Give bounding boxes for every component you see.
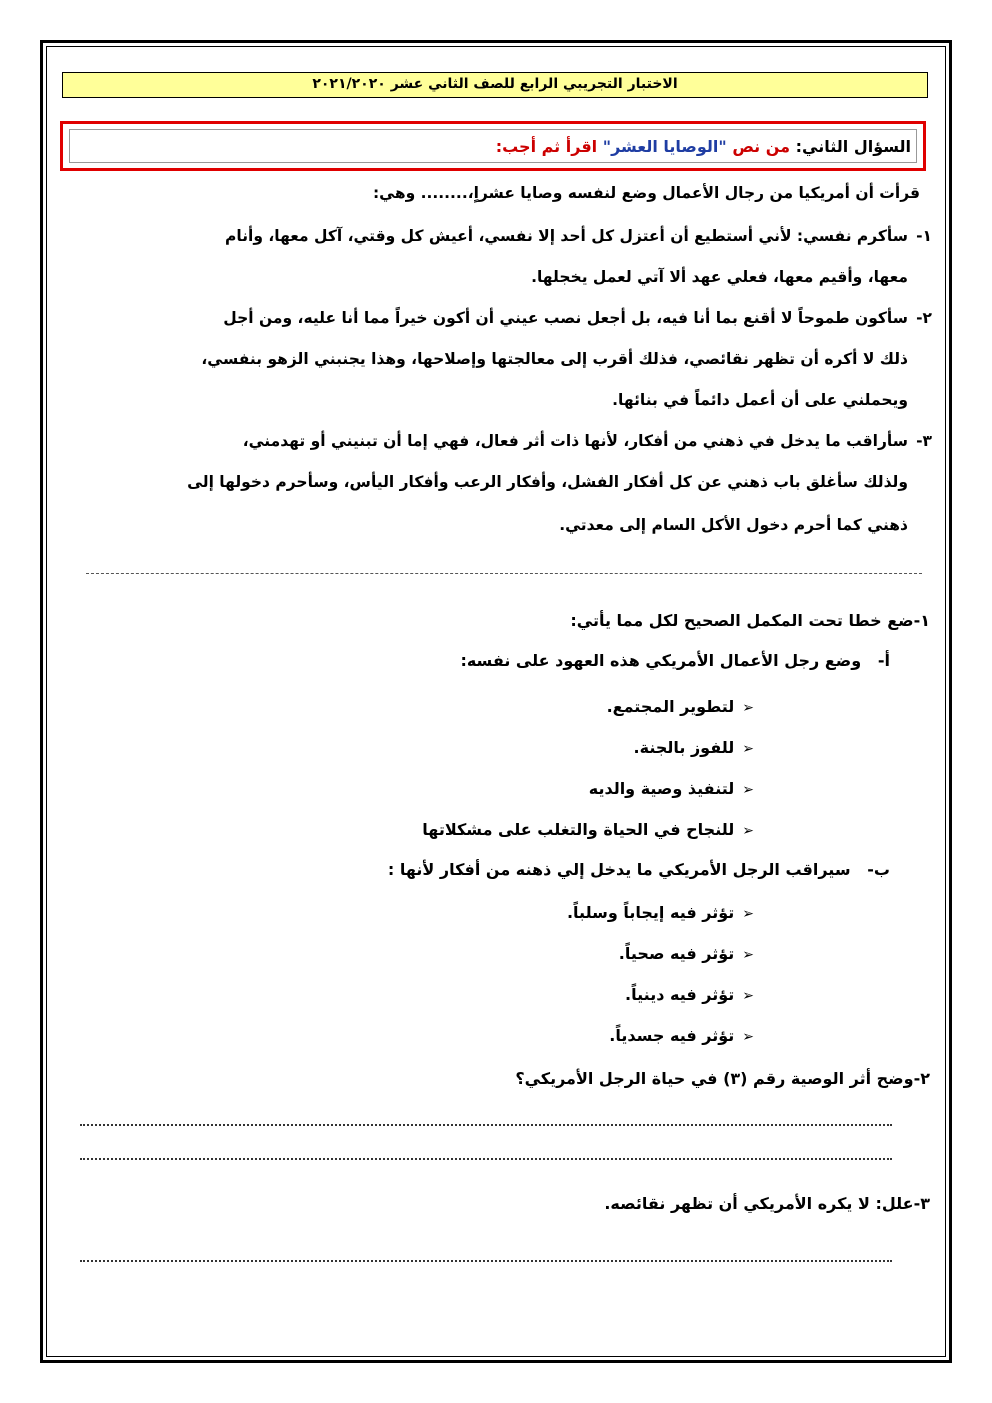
arrow-check-icon: ➢ xyxy=(742,1029,754,1045)
question-label: السؤال الثاني: xyxy=(795,137,911,156)
arrow-check-icon: ➢ xyxy=(742,906,754,922)
q3-text: علل: لا يكره الأمريكي أن تظهر نقائصه. xyxy=(604,1194,914,1213)
answer-line[interactable] xyxy=(80,1158,892,1160)
question-title xyxy=(496,137,911,156)
worksheet xyxy=(46,46,946,1357)
arrow-check-icon: ➢ xyxy=(742,782,754,798)
option[interactable]: ➢تؤثر فيه دينياً. xyxy=(625,985,754,1004)
from-text: من نص xyxy=(732,137,791,156)
question-title-box xyxy=(60,121,926,171)
q1a xyxy=(460,651,890,670)
arrow-check-icon: ➢ xyxy=(742,947,754,963)
q2 xyxy=(515,1069,930,1088)
passage-line: سأكون طموحاً لا أقنع بما أنا فيه، بل أجعل نصب عيني أن أكون خيراً مما أنا عليه، ومن أجل xyxy=(223,309,908,327)
option[interactable]: ➢تؤثر فيه صحياً. xyxy=(618,944,754,963)
answer-line[interactable] xyxy=(80,1124,892,1126)
arrow-check-icon: ➢ xyxy=(742,700,754,716)
instruction: اقرأ ثم أجب: xyxy=(495,137,598,156)
text-name: "الوصايا العشر" xyxy=(602,137,727,156)
passage-intro: قرأت أن أمريكيا من رجال الأعمال وضع لنفسه وصايا عشراٍ،........ وهي: xyxy=(372,184,920,202)
q1b xyxy=(388,860,890,879)
answer-line[interactable] xyxy=(80,1260,892,1262)
q1a-text: وضع رجل الأعمال الأمريكي هذه العهود على نفسه: xyxy=(460,651,862,670)
q2-text: وضح أثر الوصية رقم (٣) في حياة الرجل الأمريكي؟ xyxy=(515,1069,914,1088)
exam-header: الاختبار التجريبي الرابع للصف الثاني عشر ٢٠٢١/٢٠٢٠ xyxy=(62,72,928,98)
separator xyxy=(86,573,922,574)
arrow-check-icon: ➢ xyxy=(742,823,754,839)
option[interactable]: ➢تؤثر فيه إيجاباً وسلباً. xyxy=(566,903,754,922)
q1b-text: سيراقب الرجل الأمريكي ما يدخل إلي ذهنه من أفكار لأنها : xyxy=(387,860,851,879)
option[interactable]: ➢تؤثر فيه جسدياً. xyxy=(609,1026,754,1045)
q1-text: ضع خطا تحت المكمل الصحيح لكل مما يأتي: xyxy=(570,611,914,630)
arrow-check-icon: ➢ xyxy=(742,741,754,757)
q3-number: ٣- xyxy=(913,1194,930,1213)
q1b-letter: ب- xyxy=(867,860,890,879)
passage-line: سأكرم نفسي: لأني أستطيع أن أعتزل كل أحد إلا نفسي، أعيش كل وقتي، آكل معها، وأنام xyxy=(225,227,908,245)
q1a-letter: أ- xyxy=(877,651,890,670)
passage-line: ولذلك سأغلق باب ذهني عن كل أفكار الفشل، وأفكار الرعب وأفكار اليأس، وسأحرم دخولها إلى xyxy=(187,473,908,491)
arrow-check-icon: ➢ xyxy=(742,988,754,1004)
passage-line: ذلك لا أكره أن تظهر نقائصي، فذلك أقرب إلى معالجتها وإصلاحها، وهذا يجنبني الزهو بنفسي، xyxy=(201,350,908,368)
option[interactable]: ➢لتطوير المجتمع. xyxy=(606,697,754,716)
q3 xyxy=(604,1194,930,1213)
option[interactable]: ➢للنجاح في الحياة والتغلب على مشكلاتها xyxy=(422,820,754,839)
passage-line: ذهني كما أحرم دخول الأكل السام إلى معدتي. xyxy=(559,516,908,534)
q1-number: ١- xyxy=(913,611,930,630)
passage-line: معها، وأقيم معها، فعلي عهد ألا آتي لعمل يخجلها. xyxy=(531,268,908,286)
item-number: ١- xyxy=(916,227,932,245)
passage-line: ويحملني على أن أعمل دائماً في بنائها. xyxy=(612,391,908,409)
q2-number: ٢- xyxy=(913,1069,930,1088)
item-number: ٢- xyxy=(916,309,932,327)
q1 xyxy=(570,611,930,630)
option[interactable]: ➢للفوز بالجنة. xyxy=(633,738,754,757)
item-number: ٣- xyxy=(916,432,932,450)
option[interactable]: ➢لتنفيذ وصية والديه xyxy=(588,779,754,798)
passage-line: سأراقب ما يدخل في ذهني من أفكار، لأنها ذات أثر فعال، فهي إما أن تبنيني أو تهدمني، xyxy=(242,432,908,450)
